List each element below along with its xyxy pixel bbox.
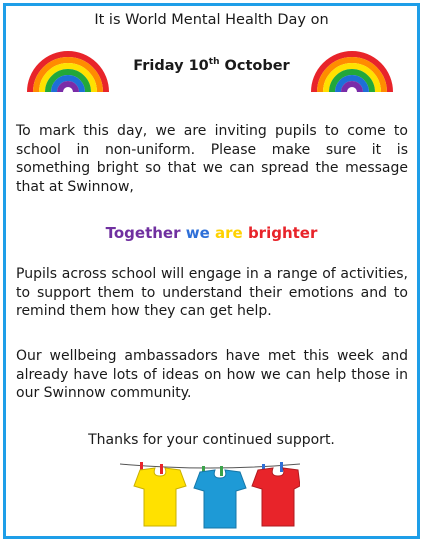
rainbow-icon — [308, 44, 396, 94]
clothesline-tshirts-icon — [120, 458, 300, 530]
slogan-word-together: Together — [105, 224, 181, 242]
slogan-word-brighter: brighter — [247, 224, 318, 242]
intro-line: It is World Mental Health Day on — [94, 12, 329, 28]
date-day: Friday 10 — [133, 58, 209, 74]
paragraph-ambassadors: Our wellbeing ambassadors have met this week and already have lots of ideas on how we can help those in our Swinnow community. — [16, 348, 408, 401]
slogan — [6, 224, 417, 242]
date-month: October — [219, 58, 290, 74]
poster — [3, 3, 420, 539]
date-suffix: th — [208, 57, 220, 68]
paragraph-invitation: To mark this day, we are inviting pupils to come to school in non-uniform. Please make sure it is something bright so that we can spread the message that at Swinnow, — [16, 123, 408, 195]
closing-line: Thanks for your continued support. — [88, 432, 335, 448]
slogan-word-we: we — [185, 224, 210, 242]
paragraph-activities: Pupils across school will engage in a range of activities, to support them to understand their emotions and to remind them how they can get help. — [16, 266, 408, 319]
slogan-word-are: are — [215, 224, 243, 242]
